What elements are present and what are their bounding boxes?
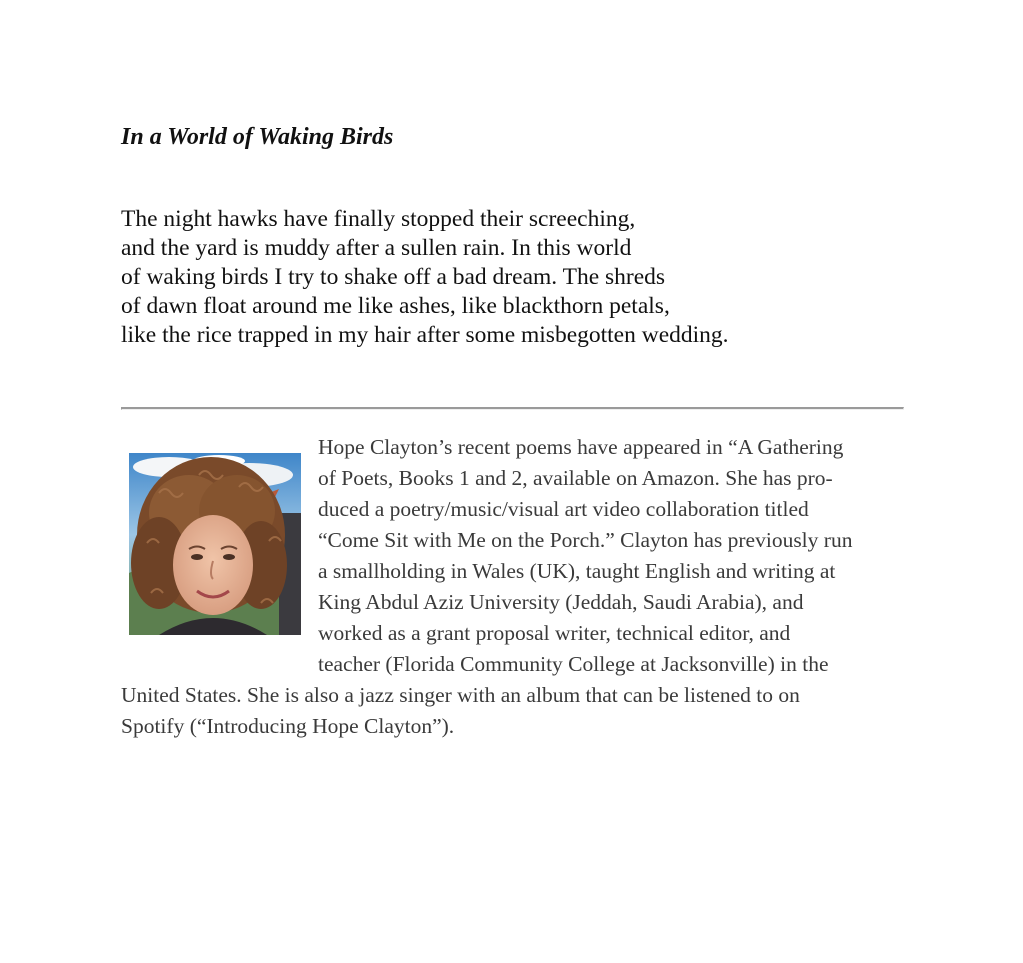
bio-line: “Come Sit with Me on the Porch.” Clayton has previously run [318,528,853,552]
bio-line: teacher (Florida Community College at Jacksonville) in the [318,652,829,676]
bio-line: of Poets, Books 1 and 2, available on Amazon. She has pro- [318,466,833,490]
section-divider [121,407,904,410]
poem-line: of waking birds I try to shake off a bad dream. The shreds [121,264,666,290]
bio-line: a smallholding in Wales (UK), taught English and writing at [318,559,836,583]
bio-line: duced a poetry/music/visual art video collaboration titled [318,497,809,521]
poem-line: and the yard is muddy after a sullen rain. In this world [121,235,632,261]
poem-line: like the rice trapped in my hair after some misbegotten wedding. [121,322,729,348]
poem-line: The night hawks have finally stopped their screeching, [121,206,636,232]
author-photo-illustration [129,453,301,635]
poem-title: In a World of Waking Birds [121,124,394,150]
bio-line: Hope Clayton’s recent poems have appeared in “A Gathering [318,435,844,459]
bio-line: United States. She is also a jazz singer with an album that can be listened to on [121,683,800,707]
poem-line: of dawn float around me like ashes, like blackthorn petals, [121,293,670,319]
bio-line: King Abdul Aziz University (Jeddah, Saudi Arabia), and [318,590,804,614]
bio-line: Spotify (“Introducing Hope Clayton”). [121,714,455,738]
poem-body [121,205,729,350]
author-photo [129,453,301,635]
bio-line: worked as a grant proposal writer, technical editor, and [318,621,791,645]
